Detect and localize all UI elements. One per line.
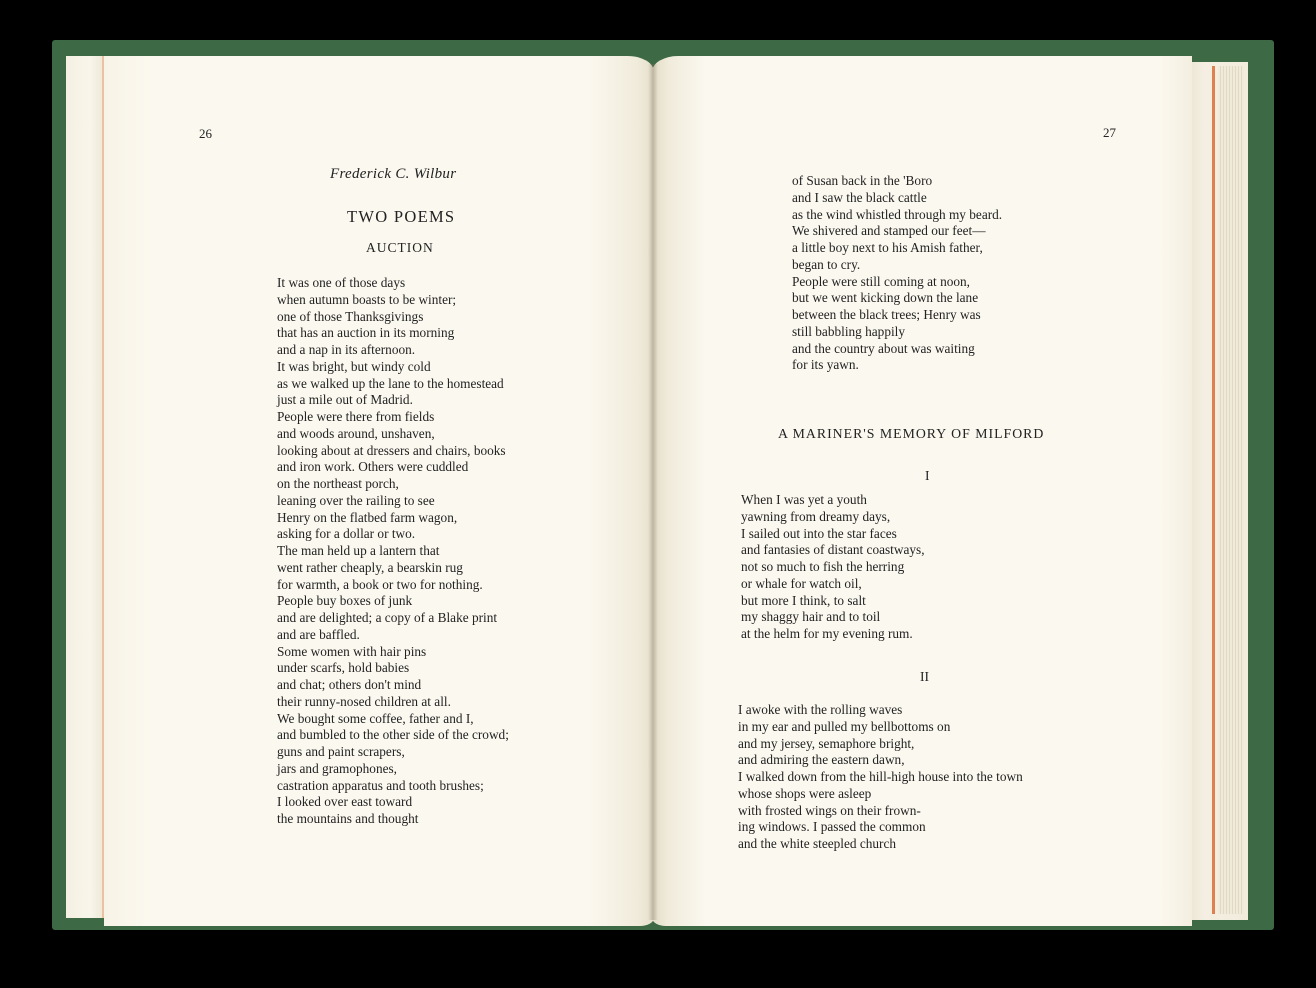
poem-line: and admiring the eastern dawn, [738, 752, 905, 768]
poem-title-mariner: A MARINER'S MEMORY OF MILFORD [778, 426, 1045, 441]
poem-line: and I saw the black cattle [792, 189, 927, 205]
poem-line: People buy boxes of junk [277, 593, 413, 609]
poem-title-auction: AUCTION [366, 240, 434, 255]
poem-line: whose shops were asleep [738, 785, 872, 801]
poem-line: and fantasies of distant coastways, [741, 542, 925, 558]
poem-line: went rather cheaply, a bearskin rug [277, 559, 463, 575]
poem-line: ing windows. I passed the common [738, 819, 926, 835]
poem-line: but more I think, to salt [741, 592, 866, 608]
poem-line: not so much to fish the herring [741, 559, 905, 574]
poem-line: in my ear and pulled my bellbottoms on [738, 718, 951, 734]
poem-line: jars and gramophones, [277, 760, 398, 776]
poem-line: between the black trees; Henry was [792, 307, 981, 322]
poem-line: began to cry. [792, 256, 861, 272]
poem-line: The man held up a lantern that [277, 543, 440, 558]
poem-line: It was one of those days [277, 275, 406, 290]
book-gutter [648, 64, 658, 920]
poem-line: We bought some coffee, father and I, [277, 710, 474, 726]
poem-line: and the white steepled church [738, 836, 897, 851]
poem-line: People were there from fields [277, 409, 435, 424]
right-page-edges [1186, 62, 1248, 920]
poem-line: Some women with hair pins [277, 643, 427, 659]
heading-two-poems: TWO POEMS [347, 207, 456, 226]
poem-line: under scarfs, hold babies [277, 660, 410, 676]
page-number-left: 26 [199, 126, 212, 141]
poem-line: When I was yet a youth [741, 492, 867, 507]
poem-mariner-section-one [741, 492, 925, 643]
poem-line: one of those Thanksgivings [277, 308, 424, 324]
poem-line: and are delighted; a copy of a Blake print [277, 610, 498, 625]
poem-line: and are baffled. [277, 626, 360, 642]
poem-line: and a nap in its afternoon. [277, 342, 416, 357]
poem-line: guns and paint scrapers, [277, 744, 405, 759]
poem-line: People were still coming at noon, [792, 273, 970, 289]
poem-line: for its yawn. [792, 357, 859, 373]
section-numeral-one: I [925, 468, 930, 483]
poem-line: as the wind whistled through my beard. [792, 206, 1003, 222]
poem-line: for warmth, a book or two for nothing. [277, 576, 483, 592]
poem-line: yawning from dreamy days, [741, 508, 891, 524]
section-numeral-two: II [920, 669, 929, 684]
poem-line: the mountains and thought [277, 811, 419, 826]
poem-line: but we went kicking down the lane [792, 290, 979, 306]
poem-line: looking about at dressers and chairs, books [277, 442, 506, 458]
poem-line: when autumn boasts to be winter; [277, 291, 457, 307]
poem-line: that has an auction in its morning [277, 325, 455, 341]
poem-line: castration apparatus and tooth brushes; [277, 777, 484, 793]
poem-line: and iron work. Others were cuddled [277, 459, 469, 475]
poem-line: a little boy next to his Amish father, [792, 240, 983, 255]
poem-auction-continued [792, 173, 1002, 374]
poem-line: or whale for watch oil, [741, 575, 862, 591]
poem-line: and the country about was waiting [792, 340, 975, 356]
poem-line: We shivered and stamped our feet— [792, 223, 986, 239]
poem-line: I awoke with the rolling waves [738, 702, 903, 717]
poem-line: with frosted wings on their frown- [738, 802, 921, 818]
poem-line: still babbling happily [792, 323, 906, 339]
poem-line: I sailed out into the star faces [741, 525, 897, 541]
poem-line: I walked down from the hill-high house into the town [738, 769, 1023, 784]
author-name: Frederick C. Wilbur [330, 166, 457, 182]
poem-line: my shaggy hair and to toil [741, 609, 881, 625]
poem-line: just a mile out of Madrid. [277, 392, 413, 408]
poem-line: and my jersey, semaphore bright, [738, 735, 915, 751]
poem-line: of Susan back in the 'Boro [792, 173, 933, 188]
poem-mariner-section-two [738, 702, 1023, 853]
poem-line: It was bright, but windy cold [277, 358, 431, 374]
poem-line: on the northeast porch, [277, 476, 399, 491]
poem-line: their runny-nosed children at all. [277, 693, 451, 709]
poem-line: and chat; others don't mind [277, 677, 422, 692]
poem-line: asking for a dollar or two. [277, 526, 416, 542]
poem-line: leaning over the railing to see [277, 492, 435, 508]
poem-line: at the helm for my evening rum. [741, 626, 913, 641]
poem-line: as we walked up the lane to the homestead [277, 375, 504, 391]
poem-line: I looked over east toward [277, 794, 413, 810]
poem-auction-body [277, 275, 509, 828]
poem-line: and bumbled to the other side of the crowd; [277, 727, 509, 743]
poem-line: and woods around, unshaven, [277, 425, 435, 441]
page-number-right: 27 [1103, 125, 1116, 140]
poem-line: Henry on the flatbed farm wagon, [277, 509, 458, 525]
